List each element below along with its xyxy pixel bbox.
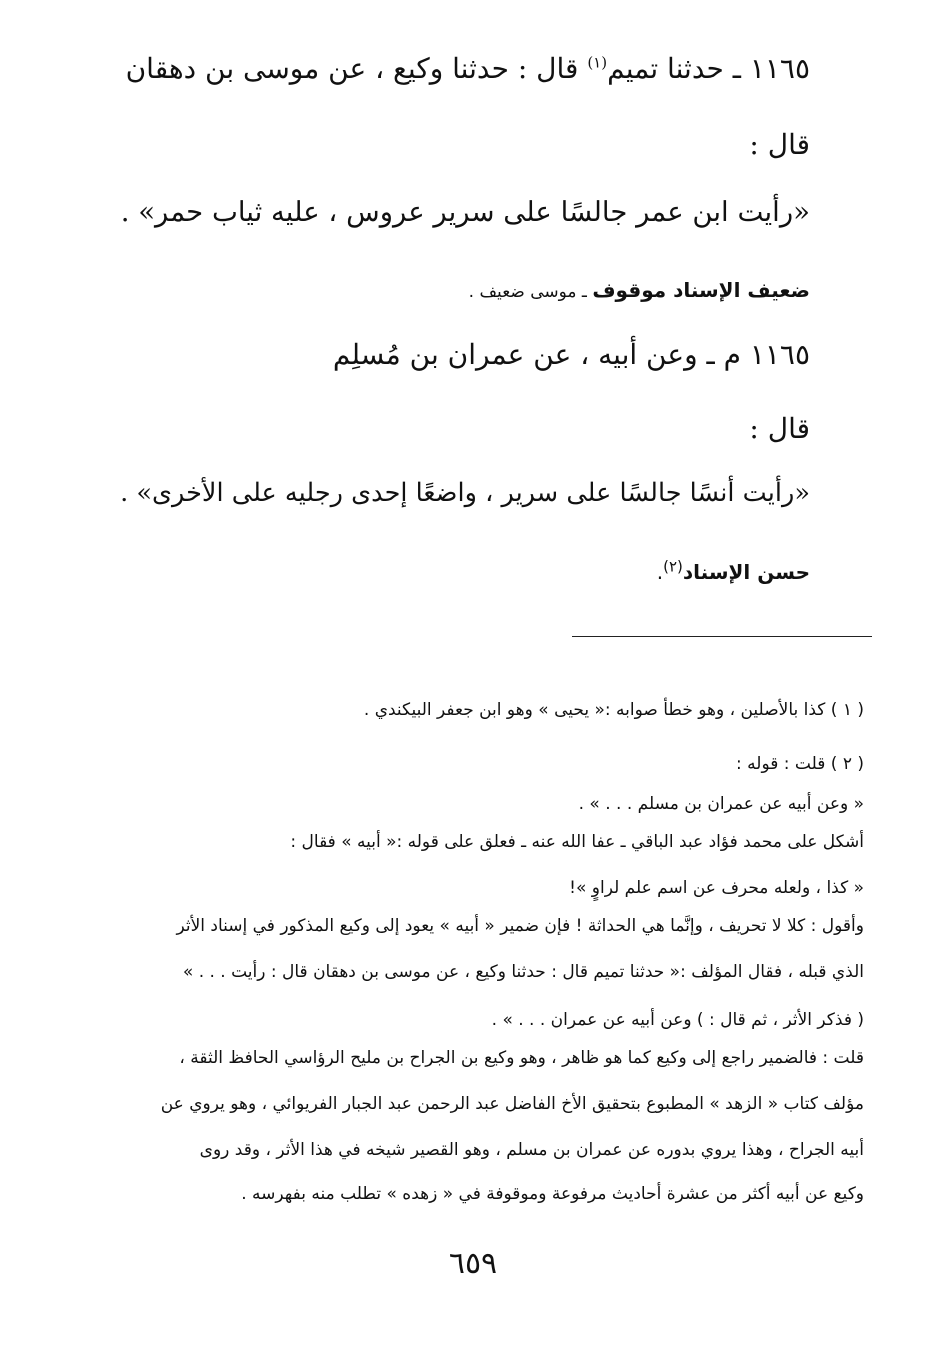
hadith-1165-text: «رأيت ابن عمر جالسًا على سرير عروس ، عليه ثياب حمر» .: [120, 196, 810, 228]
footnote-line: « وعن أبيه عن عمران بن مسلم . . . » .: [578, 794, 864, 814]
grade-period: .: [656, 560, 664, 584]
footnote-line: قلت : فالضمير راجع إلى وكيع كما هو ظاهر ، وهو وكيع بن الجراح بن مليح الرؤاسي الحافظ الثقة ،: [179, 1048, 864, 1068]
footnote-line: ( فذكر الأثر ، ثم قال : ) وعن أبيه عن عمران . . . » .: [491, 1010, 864, 1030]
footnote-line: أشكل على محمد فؤاد عبد الباقي ـ عفا الله عنه ـ فعلق على قوله :« أبيه » فقال :: [290, 832, 864, 852]
hadith-1165m-text: «رأيت أنسًا جالسًا على سرير ، واضعًا إحدى رجليه على الأخرى» .: [120, 478, 810, 508]
footnote-1: ( ١ ) كذا بالأصلين ، وهو خطأ صوابه :« يحيى » وهو ابن جعفر البيكندي .: [363, 700, 864, 720]
footnote-ref-2[interactable]: (٢): [663, 557, 683, 576]
grade-1165m: [656, 557, 810, 584]
footnote-divider: [572, 636, 872, 637]
footnote-line: « كذا ، ولعله محرف عن اسم علم لراوٍ »!: [569, 878, 864, 898]
hadith-1165m-heading: ١١٦٥ م ـ وعن أبيه ، عن عمران بن مُسلِم: [332, 338, 810, 371]
hadith-1165-heading: [126, 52, 810, 85]
grade-1165: [469, 278, 810, 302]
qala-1: قال :: [749, 128, 810, 161]
chain-text: قال : حدثنا وكيع ، عن موسى بن دهقان: [125, 52, 588, 85]
footnote-line: الذي قبله ، فقال المؤلف :« حدثنا تميم قال : حدثنا وكيع ، عن موسى بن دهقان قال : رأيت . . . »: [182, 962, 864, 982]
qala-2: قال :: [749, 412, 810, 445]
footnote-2: ( ٢ ) قلت : قوله :: [736, 754, 864, 774]
grade-bold: حسن الإسناد: [682, 560, 810, 584]
grade-bold: ضعيف الإسناد موقوف: [592, 278, 810, 302]
footnote-line: وأقول : كلا لا تحريف ، وإنَّما هي الحداثة ! فإن ضمير « أبيه » يعود إلى وكيع المذكور في إسناد الأثر: [176, 916, 864, 936]
footnote-line: أبيه الجراح ، وهذا يروي بدوره عن عمران بن مسلم ، وهو القصير شيخه في هذا الأثر ، وقد روى: [199, 1140, 864, 1160]
hadith-number-text: ١١٦٥ ـ حدثنا تميم: [607, 52, 810, 85]
grade-note: ـ موسى ضعيف .: [468, 282, 593, 302]
footnote-ref-1[interactable]: (١): [587, 53, 608, 72]
page-number: ٦٥٩: [448, 1246, 498, 1281]
footnote-line: مؤلف كتاب « الزهد » المطبوع بتحقيق الأخ الفاضل عبد الرحمن عبد الجبار الفريوائي ، وهو يروي عن: [160, 1094, 864, 1114]
footnote-line: وكيع عن أبيه أكثر من عشرة أحاديث مرفوعة وموقوفة في « زهده » تطلب منه بفهرسه .: [241, 1184, 864, 1204]
